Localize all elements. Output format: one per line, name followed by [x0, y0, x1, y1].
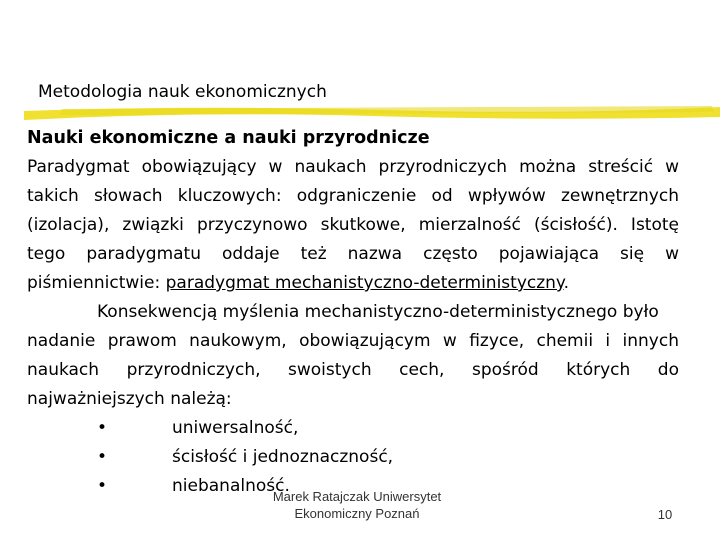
- section-heading: Nauki ekonomiczne a nauki przyrodnicze: [27, 128, 430, 148]
- paragraph2-line2: nadanie prawom naukowym, obowiązującym w fizyce, chemii i innych: [27, 331, 679, 351]
- paradigm-term: paradygmat mechanistyczno-deterministyczny: [165, 273, 564, 293]
- paragraph2-line3: naukach przyrodniczych, swoistych cech, spośród których do: [27, 360, 679, 380]
- footer-author: [252, 488, 462, 522]
- paragraph1-line5: [27, 269, 679, 298]
- footer-author-line2: Ekonomiczny Poznań: [294, 506, 420, 521]
- bullet-icon: •: [97, 418, 108, 438]
- paragraph1-line1: Paradygmat obowiązujący w naukach przyrodniczych można streścić w: [27, 157, 679, 177]
- paragraph1-line5-suffix: .: [563, 273, 569, 293]
- paragraph1-line4: tego paradygmatu oddaje też nazwa często pojawiająca się w: [27, 244, 679, 264]
- title-highlight-stroke: [22, 101, 720, 125]
- slide-title: Metodologia nauk ekonomicznych: [38, 82, 327, 102]
- slide-body: [27, 124, 679, 501]
- bullet-item: [27, 414, 679, 443]
- paragraph1-line3: (izolacja), związki przyczynowo skutkowe, mierzalność (ścisłość). Istotę: [27, 215, 679, 235]
- bullet-text: uniwersalność,: [172, 418, 299, 438]
- paragraph1-line5-prefix: piśmiennictwie:: [27, 273, 166, 293]
- paragraph2-line1: Konsekwencją myślenia mechanistyczno-deterministycznego było: [97, 302, 659, 322]
- paragraph2-line4: najważniejszych należą:: [27, 389, 232, 409]
- bullet-icon: •: [97, 476, 108, 496]
- bullet-text: ścisłość i jednoznaczność,: [172, 447, 394, 467]
- bullet-text: niebanalność.: [172, 476, 290, 496]
- page-number: 10: [657, 507, 673, 522]
- bullet-item: [27, 443, 679, 472]
- paragraph1-line2: takich słowach kluczowych: odgraniczenie od wpływów zewnętrznych: [27, 186, 679, 206]
- footer-author-line1: Marek Ratajczak Uniwersytet: [272, 489, 442, 504]
- bullet-icon: •: [97, 447, 108, 467]
